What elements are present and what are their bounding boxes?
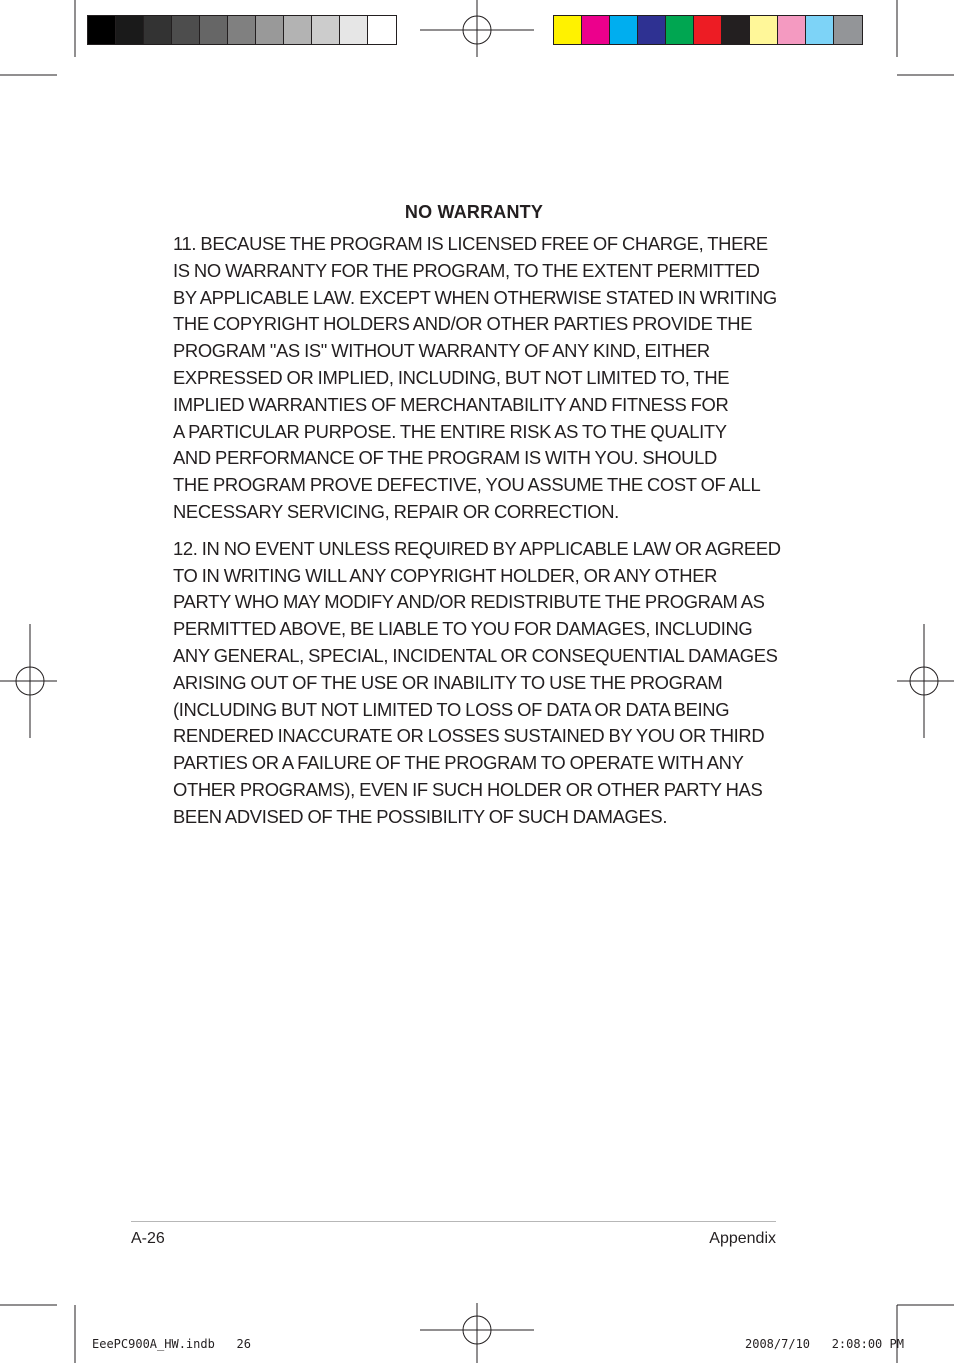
- registration-mark-right: [897, 624, 954, 738]
- paragraph-11: 11. BECAUSE THE PROGRAM IS LICENSED FREE OF CHARGE, THERE IS NO WARRANTY FOR THE PROGRAM, TO THE EXTENT PERMITTED BY APPLICABLE LAW. EXCEPT WHEN OTHERWISE STATED IN WRITING THE COPYRIGHT HOLDERS AND/OR OTHER PARTIES PROVIDE THE PROGRAM "AS IS" WITHOUT WARRANTY OF ANY KIND, EITHER EXPRESSED OR IMPLIED, INCLUDING, BUT NOT LIMITED TO, THE IMPLIED WARRANTIES OF MERCHANTABILITY AND FITNESS FOR A PARTICULAR PURPOSE. THE ENTIRE RISK AS TO THE QUALITY AND PERFORMANCE OF THE PROGRAM IS WITH YOU. SHOULD THE PROGRAM PROVE DEFECTIVE, YOU ASSUME THE COST OF ALL NECESSARY SERVICING, REPAIR OR CORRECTION.: [173, 233, 777, 522]
- slug-timestamp: 2008/7/10 2:08:00 PM: [745, 1337, 904, 1351]
- section-name: Appendix: [709, 1230, 776, 1247]
- registration-mark-bottom: [420, 1303, 534, 1363]
- page-number: A-26: [131, 1230, 165, 1247]
- document-body: [173, 199, 793, 841]
- section-heading: NO WARRANTY: [404, 202, 544, 222]
- registration-mark-left: [0, 624, 57, 738]
- slug-filename: EeePC900A_HW.indb 26: [92, 1337, 251, 1351]
- footer-rule: [131, 1221, 776, 1222]
- paragraph-12: 12. IN NO EVENT UNLESS REQUIRED BY APPLICABLE LAW OR AGREED TO IN WRITING WILL ANY COPYRIGHT HOLDER, OR ANY OTHER PARTY WHO MAY MODIFY AND/OR REDISTRIBUTE THE PROGRAM AS PERMITTED ABOVE, BE LIABLE TO YOU FOR DAMAGES, INCLUDING ANY GENERAL, SPECIAL, INCIDENTAL OR CONSEQUENTIAL DAMAGES ARISING OUT OF THE USE OR INABILITY TO USE THE PROGRAM (INCLUDING BUT NOT LIMITED TO LOSS OF DATA OR DATA BEING RENDERED INACCURATE OR LOSSES SUSTAINED BY YOU OR THIRD PARTIES OR A FAILURE OF THE PROGRAM TO OPERATE WITH ANY OTHER PROGRAMS), EVEN IF SUCH HOLDER OR OTHER PARTY HAS BEEN ADVISED OF THE POSSIBILITY OF SUCH DAMAGES.: [173, 537, 781, 827]
- registration-mark-top: [420, 0, 534, 57]
